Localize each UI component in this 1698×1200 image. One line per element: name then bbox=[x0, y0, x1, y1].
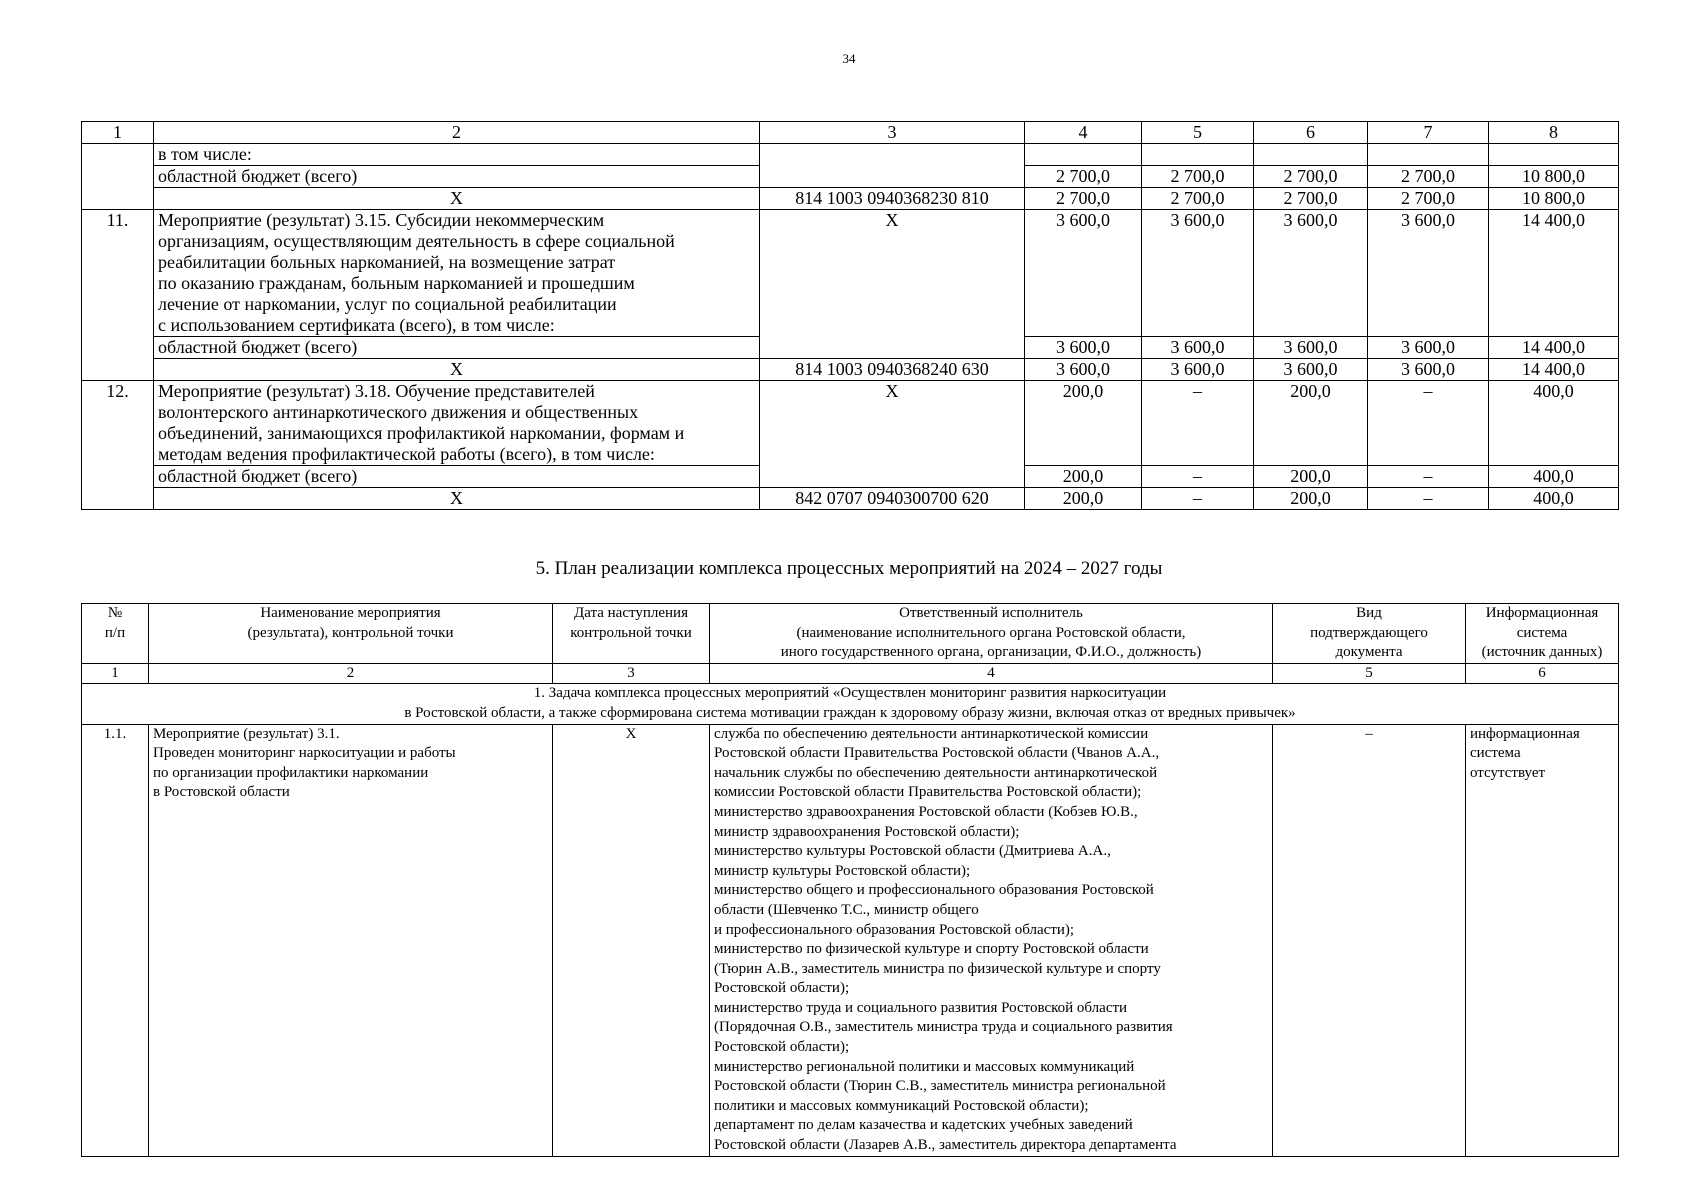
col-number: 6 bbox=[1254, 122, 1368, 144]
value-cell: 14 400,0 bbox=[1489, 337, 1619, 359]
col-number: 2 bbox=[149, 663, 553, 684]
value-cell: 400,0 bbox=[1489, 466, 1619, 488]
value-cell: 2 700,0 bbox=[1025, 166, 1142, 188]
section-title: 5. План реализации комплекса процессных мероприятий на 2024 – 2027 годы bbox=[535, 558, 1163, 579]
value-cell: 3 600,0 bbox=[1368, 359, 1489, 381]
value-cell bbox=[1489, 144, 1619, 166]
table-row bbox=[82, 188, 1619, 210]
col-number: 8 bbox=[1489, 122, 1619, 144]
value-cell: 3 600,0 bbox=[1368, 210, 1489, 337]
row-text: в том числе: bbox=[154, 144, 760, 166]
col-number: 2 bbox=[154, 122, 760, 144]
task-row bbox=[82, 684, 1619, 724]
value-cell: 3 600,0 bbox=[1142, 359, 1254, 381]
row-x: X bbox=[154, 359, 760, 381]
table-row bbox=[82, 488, 1619, 510]
value-cell: – bbox=[1142, 381, 1254, 466]
col-number: 3 bbox=[760, 122, 1025, 144]
table-header-row bbox=[82, 122, 1619, 144]
value-cell: 200,0 bbox=[1025, 381, 1142, 466]
col-number: 3 bbox=[553, 663, 710, 684]
col-number: 6 bbox=[1466, 663, 1619, 684]
row-code: 814 1003 0940368230 810 bbox=[760, 188, 1025, 210]
header-cell: № п/п bbox=[82, 604, 149, 664]
row-number bbox=[82, 144, 154, 210]
column-number-row bbox=[82, 663, 1619, 684]
value-cell: 2 700,0 bbox=[1254, 188, 1368, 210]
row-text: областной бюджет (всего) bbox=[154, 466, 760, 488]
value-cell bbox=[1025, 144, 1142, 166]
row-code bbox=[760, 144, 1025, 188]
value-cell: 3 600,0 bbox=[1142, 337, 1254, 359]
col-number: 4 bbox=[710, 663, 1273, 684]
value-cell: 10 800,0 bbox=[1489, 188, 1619, 210]
value-cell: 200,0 bbox=[1254, 466, 1368, 488]
task-title: 1. Задача комплекса процессных мероприятий «Осуществлен мониторинг развития наркоситуации в Ростовской области, а также сформирована система мотивации граждан к здоровому образу жизни, включая отказ от вредных привычек» bbox=[82, 684, 1619, 724]
page-number: 34 bbox=[842, 51, 856, 66]
header-cell: Наименование мероприятия (результата), контрольной точки bbox=[149, 604, 553, 664]
col-number: 4 bbox=[1025, 122, 1142, 144]
value-cell: – bbox=[1368, 488, 1489, 510]
value-cell: 3 600,0 bbox=[1254, 337, 1368, 359]
value-cell: 2 700,0 bbox=[1025, 188, 1142, 210]
value-cell: – bbox=[1142, 466, 1254, 488]
row-text: Мероприятие (результат) 3.15. Субсидии некоммерческим организациям, осуществляющим деятельность в сфере социальной реабилитации больных наркоманией, на возмещение затрат по оказанию гражданам, больным наркоманией и прошедшим лечение от наркомании, услуг по социальной реабилитации с использованием сертификата (всего), в том числе: bbox=[154, 210, 760, 337]
col-number: 1 bbox=[82, 122, 154, 144]
info-system: информационная система отсутствует bbox=[1466, 724, 1619, 1156]
control-date: X bbox=[553, 724, 710, 1156]
row-x: X bbox=[154, 488, 760, 510]
table-row bbox=[82, 210, 1619, 337]
value-cell: 14 400,0 bbox=[1489, 210, 1619, 337]
value-cell: 3 600,0 bbox=[1254, 359, 1368, 381]
col-number: 5 bbox=[1273, 663, 1466, 684]
table-header-row bbox=[82, 604, 1619, 664]
value-cell: 3 600,0 bbox=[1142, 210, 1254, 337]
value-cell: – bbox=[1142, 488, 1254, 510]
header-cell: Вид подтверждающего документа bbox=[1273, 604, 1466, 664]
row-x: X bbox=[154, 188, 760, 210]
col-number: 5 bbox=[1142, 122, 1254, 144]
value-cell: 10 800,0 bbox=[1489, 166, 1619, 188]
value-cell: 2 700,0 bbox=[1254, 166, 1368, 188]
value-cell: 400,0 bbox=[1489, 488, 1619, 510]
value-cell bbox=[1368, 144, 1489, 166]
col-number: 7 bbox=[1368, 122, 1489, 144]
row-x: X bbox=[760, 210, 1025, 359]
table-row bbox=[82, 144, 1619, 166]
value-cell: 2 700,0 bbox=[1368, 188, 1489, 210]
value-cell: 200,0 bbox=[1254, 488, 1368, 510]
value-cell bbox=[1254, 144, 1368, 166]
value-cell: – bbox=[1368, 381, 1489, 466]
value-cell: 3 600,0 bbox=[1368, 337, 1489, 359]
table-row bbox=[82, 359, 1619, 381]
value-cell: 3 600,0 bbox=[1025, 359, 1142, 381]
plan-table bbox=[81, 603, 1619, 1157]
value-cell: 200,0 bbox=[1025, 466, 1142, 488]
activity-name: Мероприятие (результат) 3.1. Проведен мониторинг наркоситуации и работы по организации профилактики наркомании в Ростовской области bbox=[149, 724, 553, 1156]
row-x: X bbox=[760, 381, 1025, 488]
value-cell: – bbox=[1368, 466, 1489, 488]
value-cell: 2 700,0 bbox=[1142, 188, 1254, 210]
row-number: 1.1. bbox=[82, 724, 149, 1156]
table-row bbox=[82, 381, 1619, 466]
table-row bbox=[82, 724, 1619, 1156]
row-text: областной бюджет (всего) bbox=[154, 337, 760, 359]
value-cell: 3 600,0 bbox=[1025, 337, 1142, 359]
value-cell: 400,0 bbox=[1489, 381, 1619, 466]
row-text: областной бюджет (всего) bbox=[154, 166, 760, 188]
value-cell: 3 600,0 bbox=[1254, 210, 1368, 337]
row-text: Мероприятие (результат) 3.18. Обучение представителей волонтерского антинаркотического движения и общественных объединений, занимающихся профилактикой наркомании, формам и методам ведения профилактической работы (всего), в том числе: bbox=[154, 381, 760, 466]
value-cell: 2 700,0 bbox=[1368, 166, 1489, 188]
col-number: 1 bbox=[82, 663, 149, 684]
row-code: 814 1003 0940368240 630 bbox=[760, 359, 1025, 381]
header-cell: Информационная система (источник данных) bbox=[1466, 604, 1619, 664]
value-cell: 200,0 bbox=[1025, 488, 1142, 510]
row-code: 842 0707 0940300700 620 bbox=[760, 488, 1025, 510]
value-cell bbox=[1142, 144, 1254, 166]
value-cell: 3 600,0 bbox=[1025, 210, 1142, 337]
document-type: – bbox=[1273, 724, 1466, 1156]
value-cell: 200,0 bbox=[1254, 381, 1368, 466]
header-cell: Ответственный исполнитель (наименование исполнительного органа Ростовской области, иного государственного органа, организации, Ф.И.О., должность) bbox=[710, 604, 1273, 664]
responsible-executor: служба по обеспечению деятельности антинаркотической комиссии Ростовской области Правительства Ростовской области (Чванов А.А., начальник службы по обеспечению деятельности антинаркотической комиссии Ростовской области Правительства Ростовской области); министерство здравоохранения Ростовской области (Кобзев Ю.В., министр здравоохранения Ростовской области); министерство культуры Ростовской области (Дмитриева А.А., министр культуры Ростовской области); министерство общего и профессионального образования Ростовской области (Шевченко Т.С., министр общего и профессионального образования Ростовской области); министерство по физической культуре и спорту Ростовской области (Тюрин А.В., заместитель министра по физической культуре и спорту Ростовской области); министерство труда и социального развития Ростовской области (Порядочная О.В., заместитель министра труда и социального развития Ростовской области); министерство региональной политики и массовых коммуникаций Ростовской области (Тюрин С.В., заместитель министра региональной политики и массовых коммуникаций Ростовской области); департамент по делам казачества и кадетских учебных заведений Ростовской области (Лазарев А.В., заместитель директора департамента bbox=[710, 724, 1273, 1156]
row-number: 11. bbox=[82, 210, 154, 381]
value-cell: 2 700,0 bbox=[1142, 166, 1254, 188]
row-number: 12. bbox=[82, 381, 154, 510]
value-cell: 14 400,0 bbox=[1489, 359, 1619, 381]
header-cell: Дата наступления контрольной точки bbox=[553, 604, 710, 664]
budget-table bbox=[81, 121, 1619, 510]
